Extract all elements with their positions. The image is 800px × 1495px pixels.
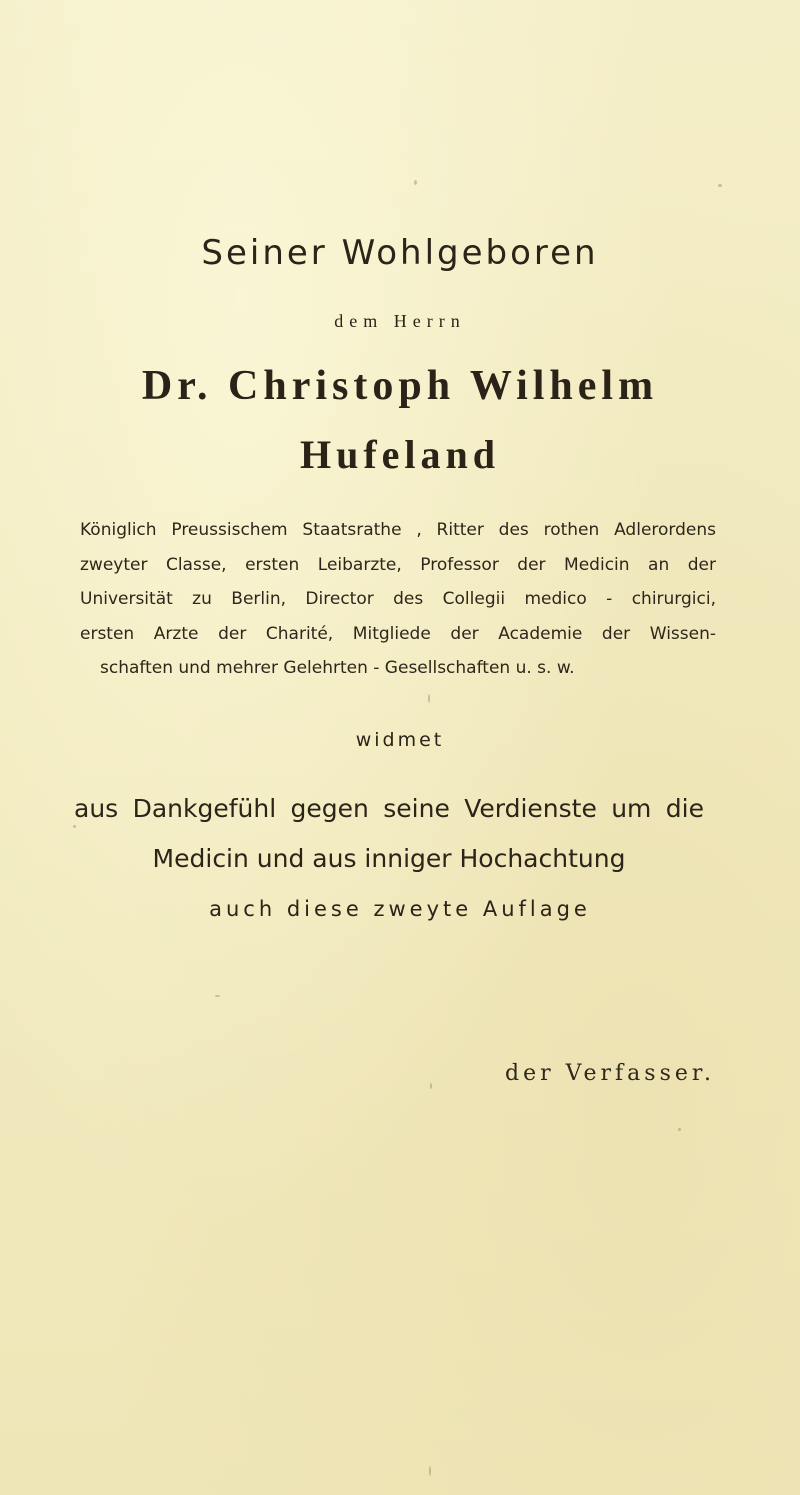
paper-speck [429, 1466, 431, 1476]
paper-speck [430, 1083, 432, 1089]
dedicatee-name: Dr. Christoph Wilhelm [141, 363, 659, 409]
widmet-line: widmet [355, 729, 445, 751]
paper-speck [215, 995, 220, 997]
paper-speck [428, 694, 430, 703]
titles-line-2: zweyter Classe, ersten Leibarzte, Professor der Medicin an der [80, 554, 716, 575]
dedication-line-2: Medicin und aus inniger Hochachtung [152, 844, 626, 873]
dedication-line-1: aus Dankgefühl gegen seine Verdienste um die [74, 794, 704, 823]
dedication-text [74, 784, 704, 884]
author-signature: der Verfasser. [505, 1061, 715, 1086]
herrn-line: dem Herrn [334, 311, 466, 331]
edition-line: auch diese zweyte Auflage [209, 897, 591, 921]
titles-line-3: Universität zu Berlin, Director des Collegii medico - chirurgici, [80, 589, 716, 609]
dedicatee-surname: Hufeland [299, 432, 501, 477]
paper-speck [678, 1128, 681, 1131]
paper-speck [73, 825, 76, 828]
paper-speck [414, 180, 417, 185]
dedicatee-titles [80, 513, 716, 686]
paper-speck [718, 184, 722, 187]
salutation-heading: Seiner Wohlgeboren [201, 233, 599, 273]
titles-line-5: schaften und mehrer Gelehrten - Gesellschaften u. s. w. [100, 658, 575, 678]
titles-line-1: Königlich Preussischem Staatsrathe , Ritter des rothen Adlerordens [80, 520, 716, 540]
titles-line-4: ersten Arzte der Charité, Mitgliede der Academie der Wissen- [80, 623, 716, 644]
